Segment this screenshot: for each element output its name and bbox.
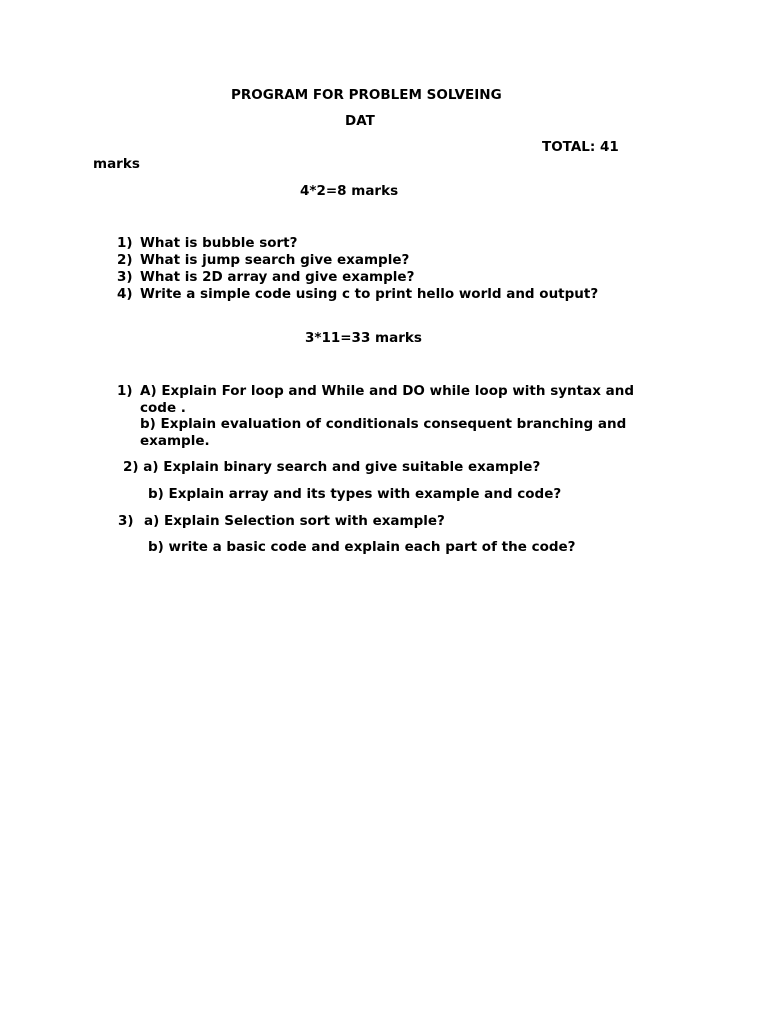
question-number: 1) [117,383,133,399]
question-2-part-b: b) Explain array and its types with example and code? [148,486,562,502]
document-title: PROGRAM FOR PROBLEM SOLVEING [231,87,502,103]
question-1-part-b-line-2: example. [140,433,210,449]
question-number: 2) [117,252,133,268]
question-3-part-a: a) Explain Selection sort with example? [144,513,445,529]
question-text: Write a simple code using c to print hello world and output? [140,286,599,302]
total-marks-label: TOTAL: 41 [542,139,619,155]
question-1-part-b-line-1: b) Explain evaluation of conditionals consequent branching and [140,416,627,432]
question-number: 3) [117,269,133,285]
question-number: 3) [118,513,134,529]
question-text: What is jump search give example? [140,252,410,268]
question-text: What is bubble sort? [140,235,298,251]
question-3-part-b: b) write a basic code and explain each part of the code? [148,539,576,555]
question-number: 1) [117,235,133,251]
question-number: 4) [117,286,133,302]
document-subtitle: DAT [345,113,375,129]
question-1-part-a-line-2: code . [140,400,186,416]
section-a-heading: 4*2=8 marks [300,183,399,199]
question-1-part-a-line-1: A) Explain For loop and While and DO while loop with syntax and [140,383,634,399]
question-text: What is 2D array and give example? [140,269,415,285]
section-b-heading: 3*11=33 marks [305,330,422,346]
total-marks-unit: marks [93,156,140,172]
question-2-part-a: 2) a) Explain binary search and give suitable example? [123,459,541,475]
